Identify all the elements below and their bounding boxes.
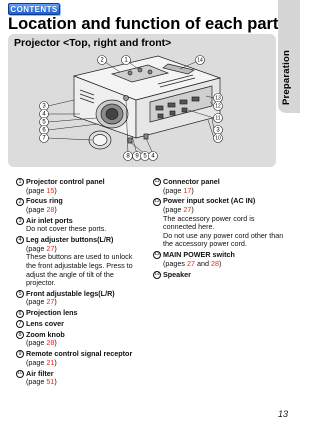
list-item: 5 Front adjustable legs(L/R) (page 27) — [16, 290, 141, 307]
list-item: 4 Leg adjuster buttons(L/R) (page 27) These buttons are used to unlock the front adjustable legs. Press to adjust the angle of tilt of the projector. — [16, 236, 141, 288]
item-number: 6 — [16, 310, 24, 318]
item-description: Do not cover these ports. — [26, 224, 107, 234]
page-link[interactable]: 28 — [46, 204, 55, 214]
item-number: 10 — [17, 370, 23, 376]
callout-5-label: 5 — [42, 119, 46, 126]
page-link[interactable]: 28 — [46, 338, 55, 348]
item-number: 3 — [16, 217, 24, 225]
item-number: 9 — [16, 350, 24, 358]
item-number: 4 — [16, 236, 24, 244]
list-item: 12 Power input socket (AC IN) (page 27) The accessory power cord is connected here. Do not use any power cord other than the accessory power cord. — [153, 197, 288, 249]
list-item: 9 Remote control signal receptor (page 21) — [16, 350, 141, 367]
page-number: 13 — [277, 409, 288, 419]
item-number: 8 — [16, 331, 24, 339]
page-link[interactable]: 28 — [210, 258, 219, 268]
callout-7-label: 7 — [42, 135, 46, 142]
callout-9-label: 9 — [135, 153, 139, 160]
callout-2-label: 2 — [100, 57, 104, 64]
callout-6-label: 6 — [42, 127, 46, 134]
list-item: 13 MAIN POWER switch (pages 27 and 28) — [153, 251, 288, 268]
parts-list-left — [16, 178, 141, 389]
callout-3-label: 3 — [42, 103, 46, 110]
page-link[interactable]: 21 — [46, 357, 55, 367]
item-title: Projector control panel — [26, 177, 105, 186]
item-title: Speaker — [163, 269, 191, 279]
section-tab — [278, 0, 300, 113]
list-item — [16, 217, 141, 234]
page-link[interactable]: 27 — [46, 243, 55, 253]
item-title: Lens cover — [26, 319, 64, 329]
section-tab-label: Preparation — [281, 50, 292, 105]
list-item: 1 Projector control panel (page 15) — [16, 178, 141, 195]
item-title: Connector panel — [163, 177, 220, 186]
item-number: 7 — [16, 320, 24, 328]
callout-3b-label: 3 — [216, 127, 220, 134]
page-link[interactable]: 51 — [46, 377, 55, 387]
projector-illustration — [8, 34, 276, 167]
item-title: Air inlet ports — [26, 215, 73, 225]
figure-title: Projector <Top, right and front> — [14, 37, 172, 49]
callout-11-label: 11 — [215, 115, 221, 122]
item-title: Leg adjuster buttons(L/R) — [26, 235, 114, 245]
page-title: Location and function of each part — [8, 15, 279, 33]
item-title: Focus ring — [26, 196, 63, 206]
item-title: Front adjustable legs(L/R) — [26, 288, 115, 298]
page-link[interactable]: 15 — [46, 185, 55, 195]
page-link[interactable]: 17 — [183, 185, 192, 195]
item-number: 14 — [154, 271, 160, 277]
page-link[interactable]: 27 — [46, 297, 55, 307]
item-description: Do not use any power cord other than the accessory power cord. — [163, 230, 284, 249]
projector-body — [74, 56, 220, 149]
item-title: Zoom knob — [26, 329, 65, 339]
contents-button-label: CONTENTS — [10, 5, 58, 14]
callout-12-label: 12 — [215, 103, 221, 110]
item-title: Power input socket (AC IN) — [163, 196, 256, 206]
list-item: 10 Air filter (page 51) — [16, 370, 141, 387]
item-number: 11 — [154, 179, 160, 185]
callout-5b-label: 5 — [143, 153, 147, 160]
callout-4b-label: 4 — [151, 153, 155, 160]
page-link[interactable]: 27 — [186, 258, 195, 268]
list-item — [153, 271, 288, 280]
item-number: 5 — [16, 290, 24, 298]
item-number: 13 — [154, 252, 160, 258]
parts-list-right — [153, 178, 288, 281]
callout-8-label: 8 — [126, 153, 130, 160]
page-link[interactable]: 27 — [183, 204, 192, 214]
callout-1-label: 1 — [124, 57, 128, 64]
callout-4-label: 4 — [42, 111, 46, 118]
item-title: Projection lens — [26, 308, 78, 318]
list-item: 11 Connector panel (page 17) — [153, 178, 288, 195]
item-number: 1 — [16, 178, 24, 186]
callout-14-label: 14 — [197, 57, 203, 64]
item-title: Remote control signal receptor — [26, 349, 133, 359]
item-number: 2 — [16, 198, 24, 206]
item-description: The accessory power cord is connected here. — [163, 213, 255, 232]
item-title: Air filter — [26, 368, 54, 378]
list-item: 2 Focus ring (page 28) — [16, 197, 141, 214]
item-title: MAIN POWER switch — [163, 250, 235, 260]
list-item — [16, 320, 141, 329]
callout-10-label: 10 — [215, 135, 221, 142]
callout-13-label: 13 — [215, 95, 221, 102]
item-description: These buttons are used to unlock the front adjustable legs. Press to adjust the angle of tilt of the projector. — [26, 252, 133, 288]
list-item — [16, 309, 141, 318]
item-number: 12 — [154, 198, 160, 204]
list-item: 8 Zoom knob (page 28) — [16, 331, 141, 348]
figure-panel — [8, 34, 276, 167]
